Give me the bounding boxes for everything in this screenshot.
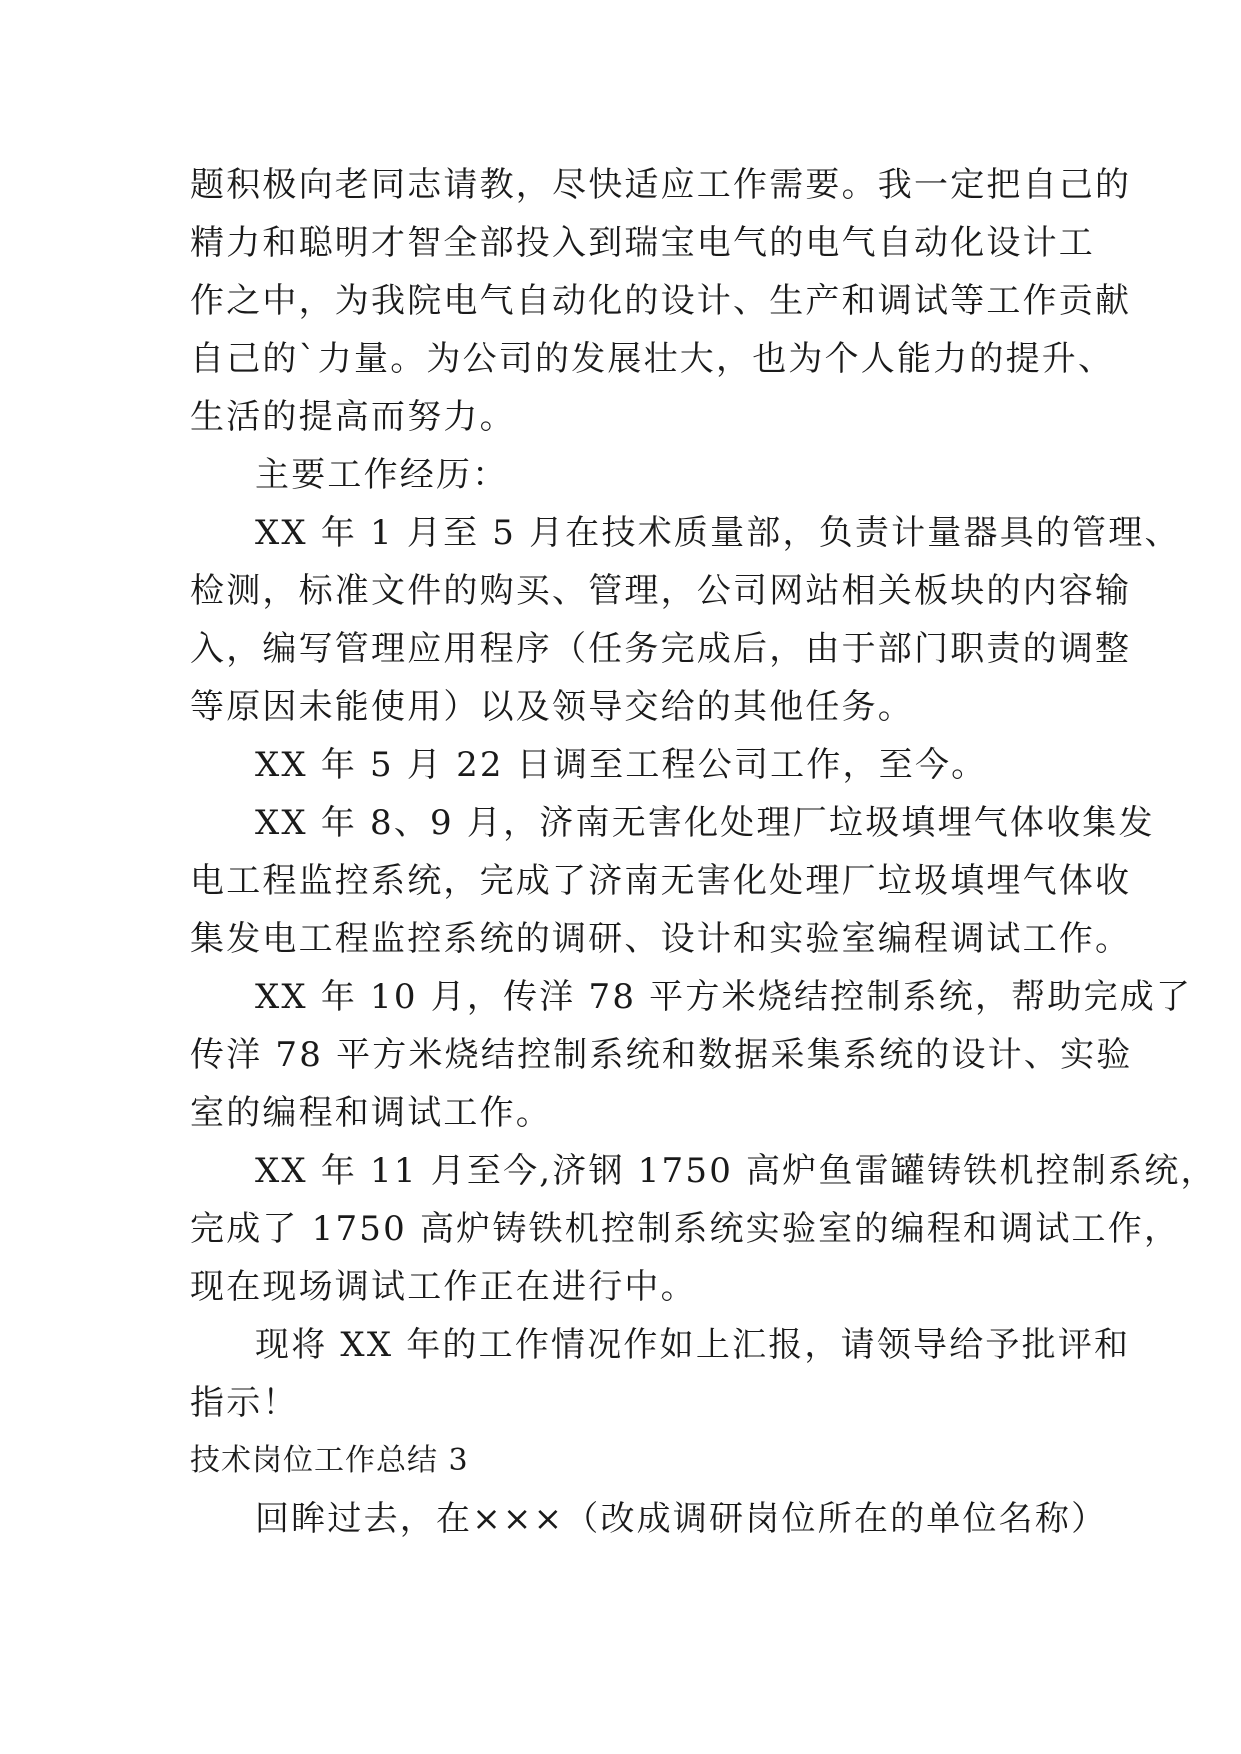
section-label: 主要工作经历：	[255, 455, 509, 495]
paragraph-line: 生活的提高而努力。	[190, 397, 516, 437]
paragraph-line: XX 年 11 月至今,济钢 1750 高炉鱼雷罐铸铁机控制系统，	[255, 1151, 1217, 1191]
paragraph-line: 自己的`力量。为公司的发展壮大，也为个人能力的提升、	[190, 339, 1115, 379]
paragraph-line: 等原因未能使用）以及领导交给的其他任务。	[190, 687, 914, 727]
section-heading: 技术岗位工作总结 3	[190, 1443, 469, 1478]
paragraph-line: 电工程监控系统，完成了济南无害化处理厂垃圾填埋气体收	[190, 861, 1132, 901]
paragraph-line: 精力和聪明才智全部投入到瑞宝电气的电气自动化设计工	[190, 223, 1095, 263]
paragraph-line: 检测，标准文件的购买、管理，公司网站相关板块的内容输	[190, 571, 1132, 611]
paragraph-line: XX 年 5 月 22 日调至工程公司工作，至今。	[255, 745, 988, 785]
paragraph-line: 集发电工程监控系统的调研、设计和实验室编程调试工作。	[190, 919, 1132, 959]
paragraph-line: 室的编程和调试工作。	[190, 1093, 552, 1133]
paragraph-line: XX 年 8、9 月，济南无害化处理厂垃圾填埋气体收集发	[255, 803, 1155, 843]
paragraph-line: 完成了 1750 高炉铸铁机控制系统实验室的编程和调试工作，	[190, 1209, 1181, 1249]
paragraph-line: 传洋 78 平方米烧结控制系统和数据采集系统的设计、实验	[190, 1035, 1133, 1075]
paragraph-line: 现将 XX 年的工作情况作如上汇报，请领导给予批评和	[255, 1325, 1131, 1365]
paragraph-line: 题积极向老同志请教，尽快适应工作需要。我一定把自己的	[190, 165, 1132, 205]
paragraph-line: XX 年 10 月，传洋 78 平方米烧结控制系统，帮助完成了	[255, 977, 1193, 1017]
paragraph-line: 作之中，为我院电气自动化的设计、生产和调试等工作贡献	[190, 281, 1132, 321]
paragraph-line: 入，编写管理应用程序（任务完成后，由于部门职责的调整	[190, 629, 1132, 669]
paragraph-line: 回眸过去，在×××（改成调研岗位所在的单位名称）	[255, 1499, 1108, 1539]
paragraph-line: 指示！	[190, 1383, 299, 1423]
paragraph-line: XX 年 1 月至 5 月在技术质量部，负责计量器具的管理、	[255, 513, 1181, 553]
paragraph-line: 现在现场调试工作正在进行中。	[190, 1267, 697, 1307]
